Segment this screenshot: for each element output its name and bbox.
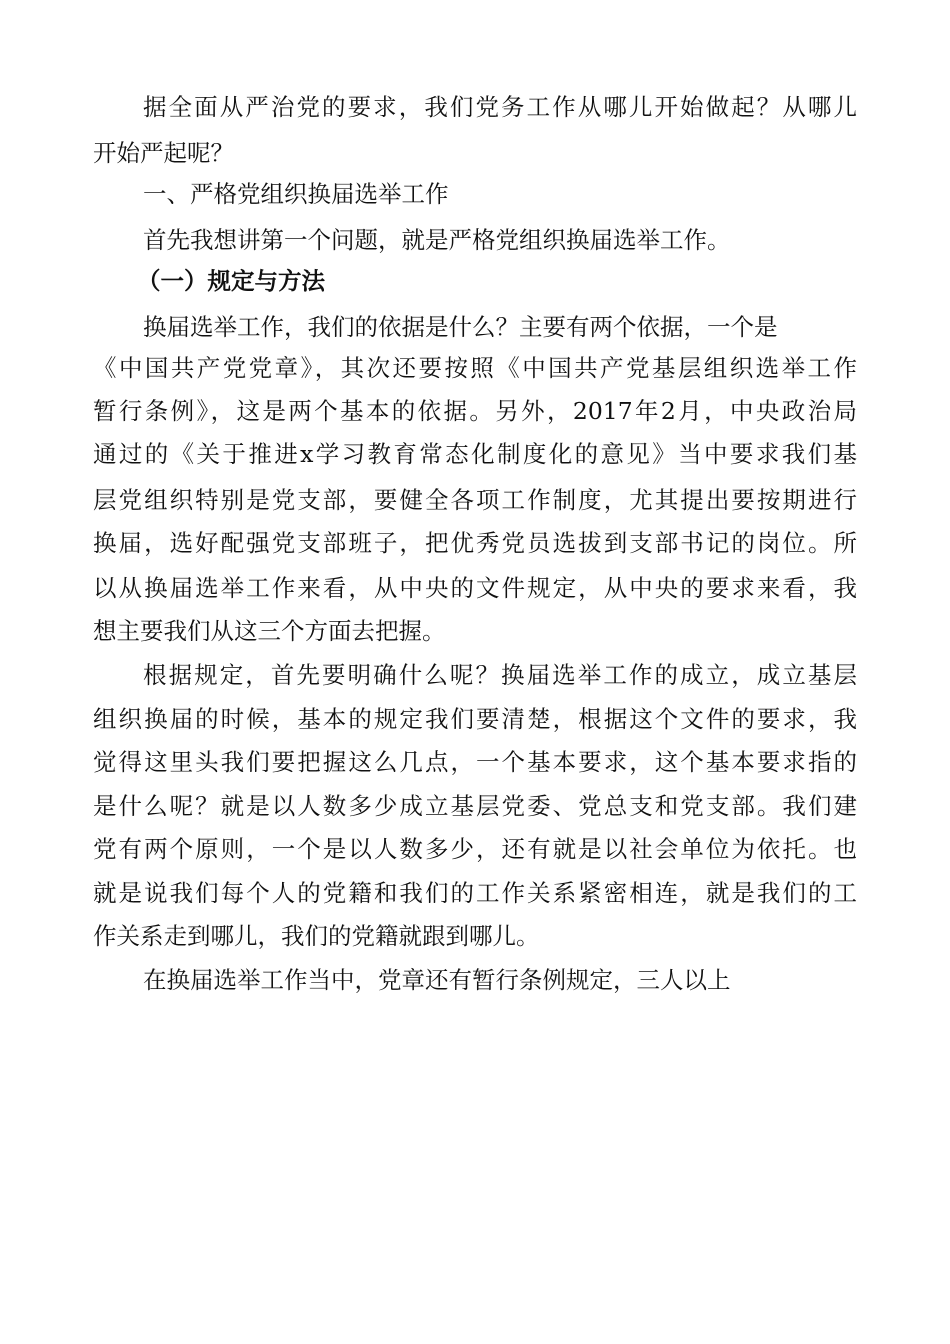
paragraph-line: 作关系走到哪儿，我们的党籍就跟到哪儿。 bbox=[93, 922, 540, 950]
paragraph-line: 开始严起呢？ bbox=[93, 139, 234, 167]
paragraph-line: 据全面从严治党的要求，我们党务工作从哪儿开始做起？从哪儿 bbox=[143, 93, 857, 121]
paragraph-line: 首先我想讲第一个问题，就是严格党组织换届选举工作。 bbox=[143, 226, 731, 254]
paragraph-line: 《中国共产党党章》，其次还要按照《中国共产党基层组织选举工作 bbox=[93, 354, 857, 382]
paragraph-line: 党有两个原则，一个是以人数多少，还有就是以社会单位为依托。也 bbox=[93, 835, 857, 863]
paragraph-line: 根据规定，首先要明确什么呢？换届选举工作的成立，成立基层 bbox=[143, 661, 857, 689]
paragraph-line: 是什么呢？就是以人数多少成立基层党委、党总支和党支部。我们建 bbox=[93, 792, 857, 820]
paragraph-line: 通过的《关于推进x学习教育常态化制度化的意见》当中要求我们基 bbox=[93, 440, 857, 468]
paragraph-line: 层党组织特别是党支部，要健全各项工作制度，尤其提出要按期进行 bbox=[93, 486, 857, 514]
paragraph-line: 暂行条例》，这是两个基本的依据。另外，2017年2月，中央政治局 bbox=[93, 397, 857, 425]
paragraph-line: 觉得这里头我们要把握这么几点，一个基本要求，这个基本要求指的 bbox=[93, 748, 857, 776]
paragraph-line: 换届选举工作，我们的依据是什么？主要有两个依据，一个是 bbox=[143, 313, 778, 341]
paragraph-line: 想主要我们从这三个方面去把握。 bbox=[93, 617, 446, 645]
section-heading: 一、严格党组织换届选举工作 bbox=[143, 180, 449, 208]
paragraph-line: 在换届选举工作当中，党章还有暂行条例规定，三人以上 bbox=[143, 966, 731, 994]
paragraph-line: 组织换届的时候，基本的规定我们要清楚，根据这个文件的要求，我 bbox=[93, 705, 857, 733]
paragraph-line: 就是说我们每个人的党籍和我们的工作关系紧密相连，就是我们的工 bbox=[93, 879, 857, 907]
subsection-heading: （一）规定与方法 bbox=[137, 267, 325, 295]
paragraph-line: 换届，选好配强党支部班子，把优秀党员选拔到支部书记的岗位。所 bbox=[93, 529, 857, 557]
paragraph-line: 以从换届选举工作来看，从中央的文件规定，从中央的要求来看，我 bbox=[93, 574, 857, 602]
